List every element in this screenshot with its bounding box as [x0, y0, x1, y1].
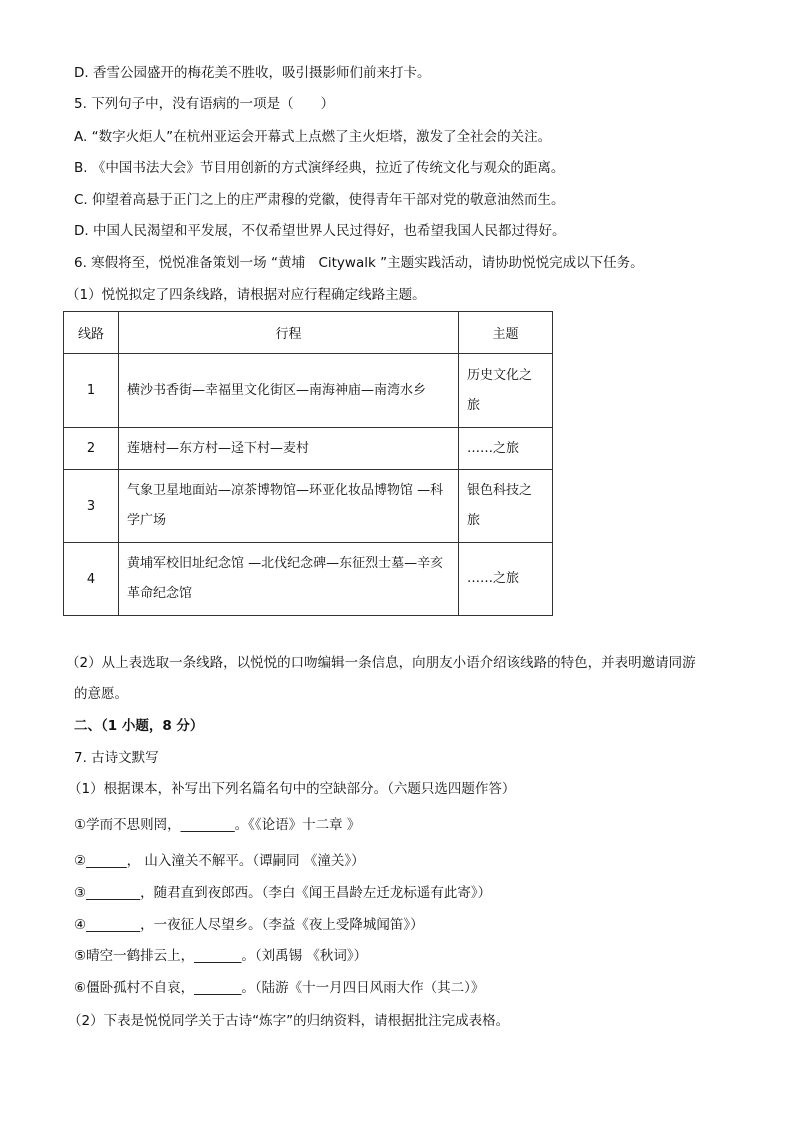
- table-row: [64, 543, 553, 616]
- header-route: 线路: [64, 312, 119, 354]
- table-header-row: [64, 312, 553, 354]
- section-2-heading: 二、（1 小题，8 分）: [74, 718, 204, 734]
- poem-blank-4: ④________，一夜征人尽望乡。（李益《夜上受降城闻笛》）: [74, 917, 424, 933]
- route-number: 2: [64, 428, 119, 470]
- routes-table: [63, 311, 553, 616]
- q5-option-d: D. 中国人民渴望和平发展，不仅希望世界人民过得好，也希望我国人民都过得好。: [74, 223, 566, 239]
- q7-part-1: （1）根据课本，补写出下列名篇名句中的空缺部分。（六题只选四题作答）: [68, 781, 516, 797]
- header-itinerary: 行程: [119, 312, 459, 354]
- header-theme: 主题: [459, 312, 553, 354]
- poem-blank-2: ②______， 山入潼关不解平。（谭嗣同 《潼关》）: [74, 853, 365, 869]
- question-7: 7. 古诗文默写: [74, 750, 159, 766]
- table-row: [64, 428, 553, 470]
- route-number: 4: [64, 543, 119, 616]
- q6-part-2-cont: 的意愿。: [74, 686, 128, 702]
- poem-blank-1: ①学而不思则罔，________。《《论语》十二章 》: [74, 817, 361, 833]
- route-theme: 历史文化之旅: [459, 354, 553, 428]
- route-theme: ……之旅: [459, 543, 553, 616]
- route-theme: 银色科技之旅: [459, 470, 553, 543]
- poem-blank-3: ③________，随君直到夜郎西。（李白《闻王昌龄左迁龙标遥有此寄》）: [74, 885, 492, 901]
- route-itinerary: 黄埔军校旧址纪念馆 —北伐纪念碑—东征烈士墓—辛亥革命纪念馆: [119, 543, 459, 616]
- option-d-previous: D. 香雪公园盛开的梅花美不胜收，吸引摄影师们前来打卡。: [74, 65, 431, 81]
- route-number: 3: [64, 470, 119, 543]
- route-theme: ……之旅: [459, 428, 553, 470]
- q5-option-a: A. “数字火炬人”在杭州亚运会开幕式上点燃了主火炬塔，激发了全社会的关注。: [74, 129, 552, 145]
- q6-part-2: （2）从上表选取一条线路，以悦悦的口吻编辑一条信息，向朋友小语介绍该线路的特色，并表明邀请同游: [66, 655, 696, 671]
- route-itinerary: 莲塘村—东方村—迳下村—麦村: [119, 428, 459, 470]
- q7-part-2: （2）下表是悦悦同学关于古诗“炼字”的归纳资料，请根据批注完成表格。: [68, 1013, 510, 1029]
- table-row: [64, 470, 553, 543]
- route-number: 1: [64, 354, 119, 428]
- route-itinerary: 横沙书香街—幸福里文化街区—南海神庙—南湾水乡: [119, 354, 459, 428]
- poem-blank-5: ⑤晴空一鹤排云上，_______。（刘禹锡 《秋词》）: [74, 948, 368, 964]
- table-row: [64, 354, 553, 428]
- route-itinerary: 气象卫星地面站—凉茶博物馆—环亚化妆品博物馆 —科学广场: [119, 470, 459, 543]
- q5-option-b: B. 《中国书法大会》节目用创新的方式演绎经典，拉近了传统文化与观众的距离。: [74, 160, 565, 176]
- question-5: 5. 下列句子中，没有语病的一项是（ ）: [74, 96, 335, 112]
- question-6: 6. 寒假将至，悦悦准备策划一场 “黄埔 Citywalk ”主题实践活动，请协助悦悦完成以下任务。: [74, 255, 644, 271]
- q6-part-1: （1）悦悦拟定了四条线路，请根据对应行程确定线路主题。: [66, 287, 426, 303]
- poem-blank-6: ⑥僵卧孤村不自哀，_______。（陆游《十一月四日风雨大作（其二）》: [74, 980, 485, 996]
- q5-option-c: C. 仰望着高悬于正门之上的庄严肃穆的党徽，使得青年干部对党的敬意油然而生。: [74, 192, 565, 208]
